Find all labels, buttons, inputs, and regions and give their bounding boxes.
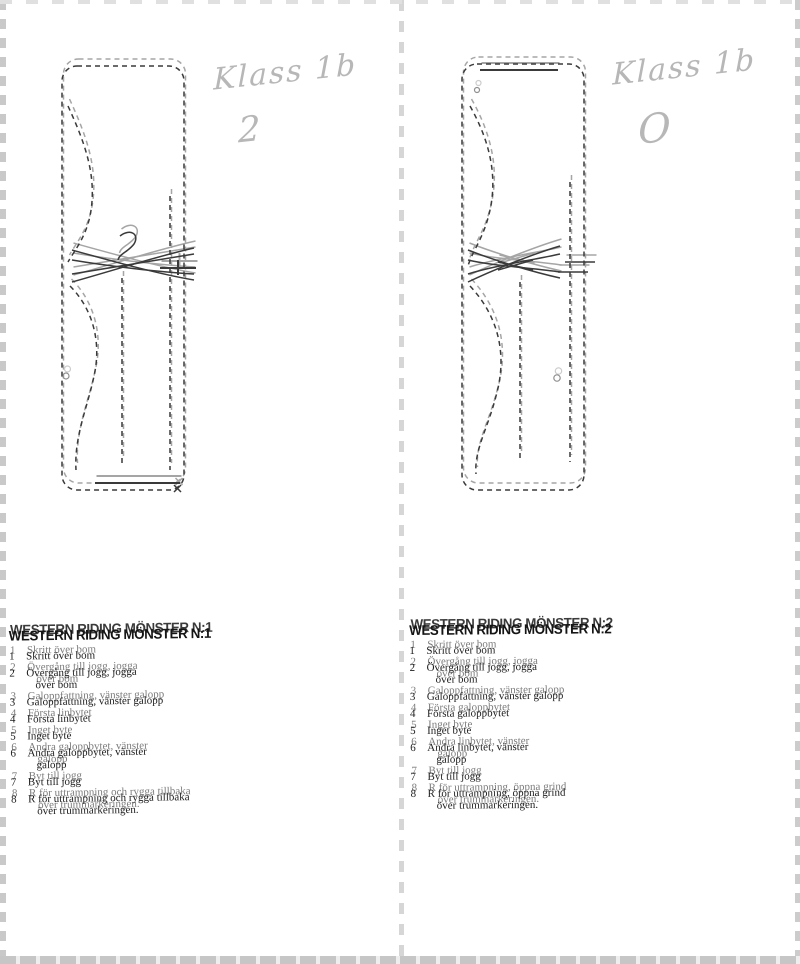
step-number: 2: [409, 661, 416, 675]
step-line1: Andra galoppbytet, vänster: [27, 745, 147, 760]
step-text: [27, 693, 245, 708]
step-number: 5: [410, 724, 416, 738]
step-line1: R för uttrampning och rygga tillbaka: [27, 791, 190, 806]
step-number: 6: [410, 741, 416, 755]
arena-diagram-left: [38, 46, 210, 506]
binding-edge-left: [0, 0, 6, 964]
handwritten-draw-number-right: O: [638, 104, 673, 154]
pattern-title: WESTERN RIDING MÖNSTER N:2: [409, 620, 612, 639]
pattern-step: [9, 647, 244, 662]
arena-diagram-right-svg: [438, 42, 610, 502]
step-text: [427, 689, 645, 703]
scan-edge-bottom: [0, 956, 800, 964]
handwritten-draw-number-left: 2: [238, 108, 263, 152]
pattern-step: [410, 769, 645, 783]
pattern-step: [10, 693, 245, 708]
pattern-step: [10, 727, 245, 742]
step-number: 4: [409, 707, 416, 721]
step-number: 3: [9, 696, 16, 709]
pattern-description-right: [409, 620, 646, 817]
step-line1: Första galoppbytet: [426, 707, 510, 720]
step-text: [27, 744, 245, 771]
step-text: [428, 786, 646, 812]
step-number: 7: [10, 776, 17, 789]
step-line2: galopp: [36, 758, 67, 772]
step-text: [427, 740, 645, 766]
pattern-step: [10, 710, 245, 725]
pattern-title: WESTERN RIDING MÖNSTER N:1: [8, 624, 212, 644]
step-line1: Andra linbytet, vänster: [427, 740, 529, 754]
step-line1: Första linbytet: [26, 712, 91, 726]
handwritten-class-label-left: Klass 1b: [213, 47, 358, 98]
arena-diagram-left-svg: [38, 46, 210, 501]
step-number: 7: [410, 770, 417, 784]
step-line1: Byt till jogg: [27, 775, 82, 789]
step-line2: galopp: [436, 753, 467, 766]
pattern-step: [409, 643, 644, 657]
pattern-step: [410, 723, 645, 737]
step-number: 4: [9, 713, 16, 726]
step-text: [26, 647, 244, 662]
pattern-step: [10, 744, 245, 771]
arena-diagram-right: [438, 42, 610, 507]
step-line1: Inget byte: [427, 724, 472, 737]
pattern-step: [11, 773, 246, 788]
step-line1: Galoppfattning, vänster galopp: [426, 689, 564, 703]
step-line2: över trummarkeringen.: [436, 798, 539, 812]
step-text: [26, 664, 244, 691]
binding-edge-right: [795, 0, 800, 964]
pattern-step: [11, 790, 246, 817]
step-text: [28, 790, 246, 817]
step-number: 8: [410, 787, 417, 801]
pattern-steps-list: [409, 643, 645, 812]
scan-edge-top: [0, 0, 800, 4]
step-line1: Galoppfattning, vänster galopp: [26, 694, 164, 709]
step-line1: Övergång till jogg, jogga: [426, 660, 538, 674]
step-number: 1: [8, 650, 15, 663]
pattern-step: [410, 660, 645, 686]
step-line1: Skritt över bom: [25, 649, 96, 663]
pattern-step: [410, 706, 645, 720]
step-number: 8: [10, 793, 17, 806]
step-text: [27, 727, 245, 742]
step-line2: över bom: [35, 678, 78, 692]
pattern-description-left: [9, 624, 247, 822]
pattern-step: [9, 664, 244, 691]
step-text: [426, 643, 644, 657]
step-line2: över trummarkeringen.: [37, 803, 139, 818]
step-number: 2: [9, 667, 15, 680]
step-number: 3: [409, 690, 416, 704]
pattern-step: [411, 786, 646, 812]
pattern-steps-list: [9, 647, 246, 817]
pattern-step: [410, 740, 645, 766]
step-text: [427, 660, 645, 686]
step-text: [427, 706, 645, 720]
step-number: 6: [10, 747, 16, 760]
step-number: 1: [409, 644, 415, 658]
step-line1: Övergång till jogg, jogga: [26, 665, 137, 680]
page-divider: [399, 0, 404, 964]
handwritten-class-label-right: Klass 1b: [612, 42, 757, 93]
step-text: [427, 769, 645, 783]
step-line1: Byt till jogg: [427, 770, 481, 783]
step-line1: Skritt över bom: [426, 644, 496, 657]
step-text: [27, 710, 245, 725]
step-line1: Inget byte: [27, 729, 72, 743]
step-text: [427, 723, 645, 737]
step-number: 5: [10, 730, 16, 743]
pattern-step: [410, 689, 645, 703]
step-line1: R för uttrampning, öppna grind: [427, 786, 566, 800]
step-line2: över bom: [435, 673, 478, 686]
step-text: [28, 773, 246, 788]
